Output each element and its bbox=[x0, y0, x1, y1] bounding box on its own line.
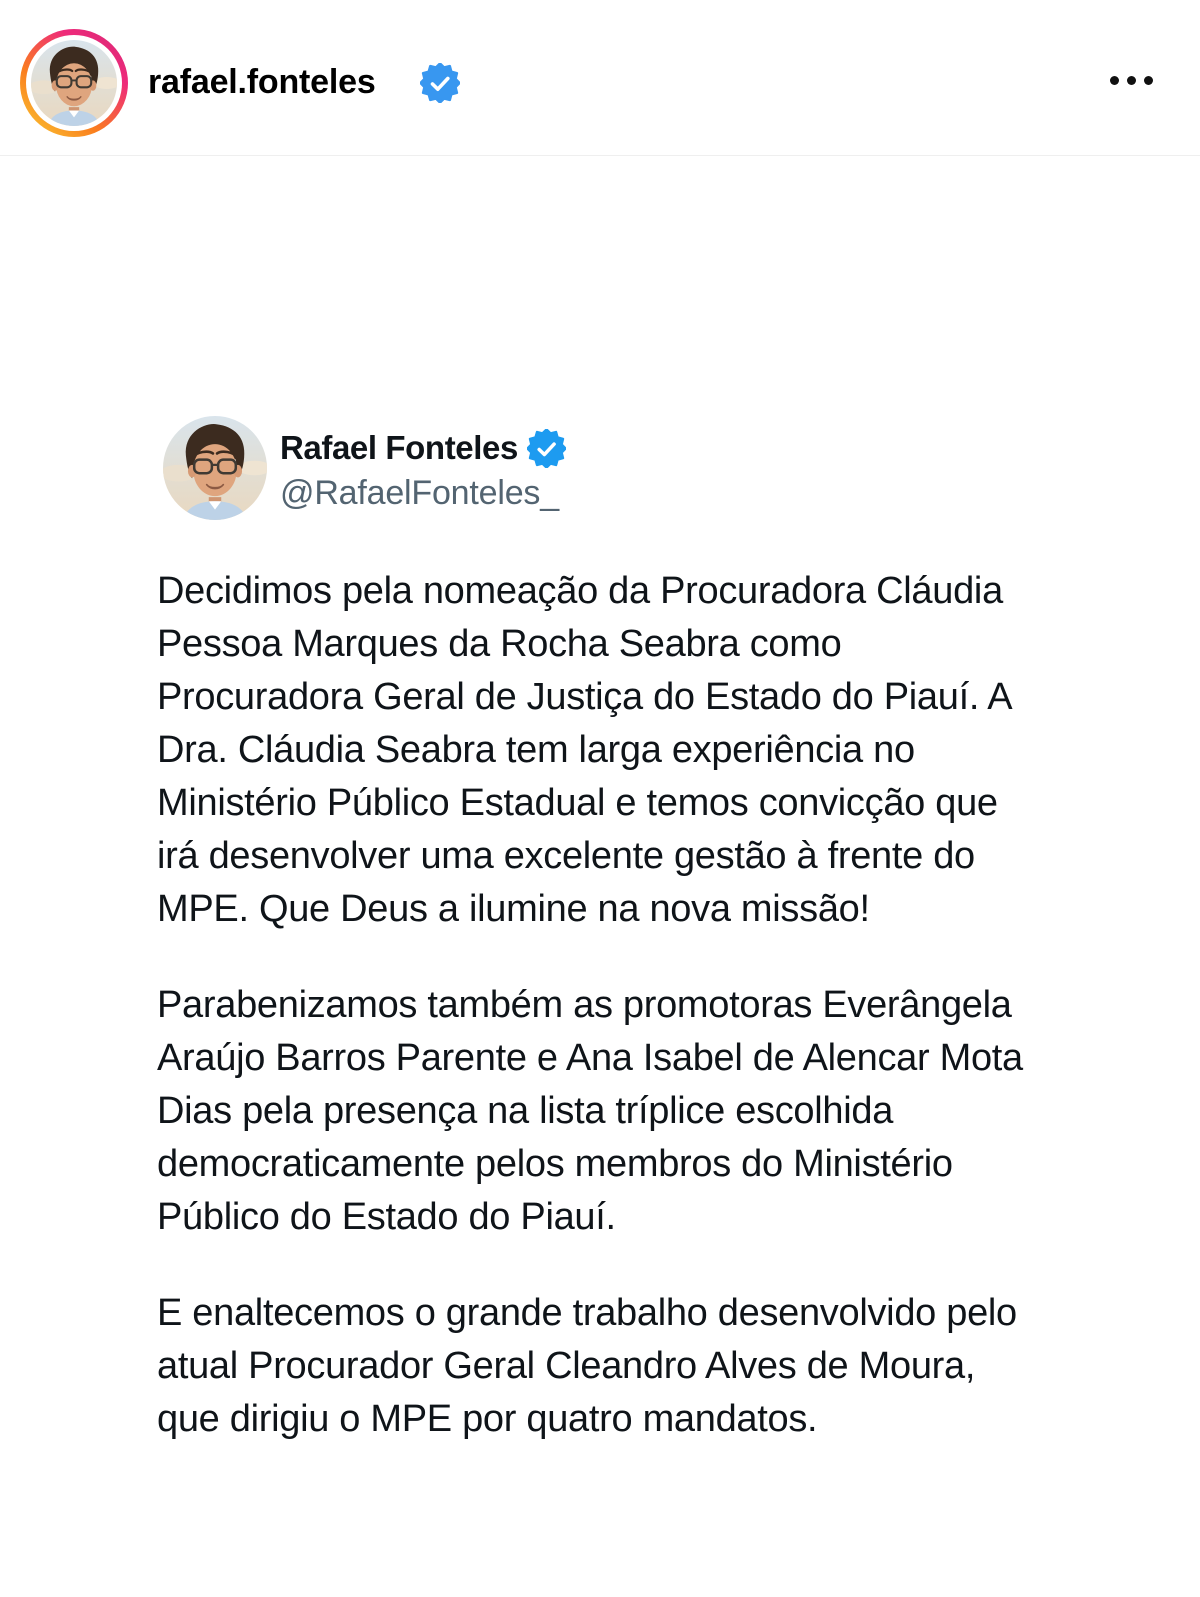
ellipsis-dot-icon bbox=[1127, 76, 1136, 85]
tweet-verified-badge-icon bbox=[527, 429, 566, 468]
tweet-display-name: Rafael Fonteles bbox=[280, 429, 518, 466]
tweet-body bbox=[157, 565, 1122, 1446]
story-ring-gap bbox=[26, 35, 122, 131]
verified-badge-icon bbox=[420, 63, 460, 103]
tweet-paragraph: Decidimos pela nomeação da Procuradora Cláudia Pessoa Marques da Rocha Seabra como Procuradora Geral de Justiça do Estado do Piauí. A Dra. Cláudia Seabra tem larga experiência no Ministério Público Estadual e temos convicção que irá desenvolver uma excelente gestão à frente do MPE. Que Deus a ilumine na nova missão! bbox=[157, 570, 1013, 930]
ellipsis-dot-icon bbox=[1144, 76, 1153, 85]
more-options-button[interactable] bbox=[1110, 64, 1172, 96]
tweet-paragraph: E enaltecemos o grande trabalho desenvolvido pelo atual Procurador Geral Cleandro Alves de Moura, que dirigiu o MPE por quatro mandatos. bbox=[157, 1292, 1017, 1440]
profile-story-ring[interactable] bbox=[20, 29, 128, 137]
tweet-author-avatar bbox=[163, 416, 267, 520]
tweet-author-row bbox=[280, 428, 566, 468]
username[interactable]: rafael.fonteles bbox=[148, 63, 376, 101]
ellipsis-dot-icon bbox=[1110, 76, 1119, 85]
post-header bbox=[0, 0, 1200, 156]
profile-avatar[interactable] bbox=[31, 40, 117, 126]
tweet-paragraph: Parabenizamos também as promotoras Everângela Araújo Barros Parente e Ana Isabel de Alencar Mota Dias pela presença na lista tríplice escolhida democraticamente pelos membros do Ministério Público do Estado do Piauí. bbox=[157, 984, 1023, 1238]
tweet-handle: @RafaelFonteles_ bbox=[280, 474, 559, 512]
